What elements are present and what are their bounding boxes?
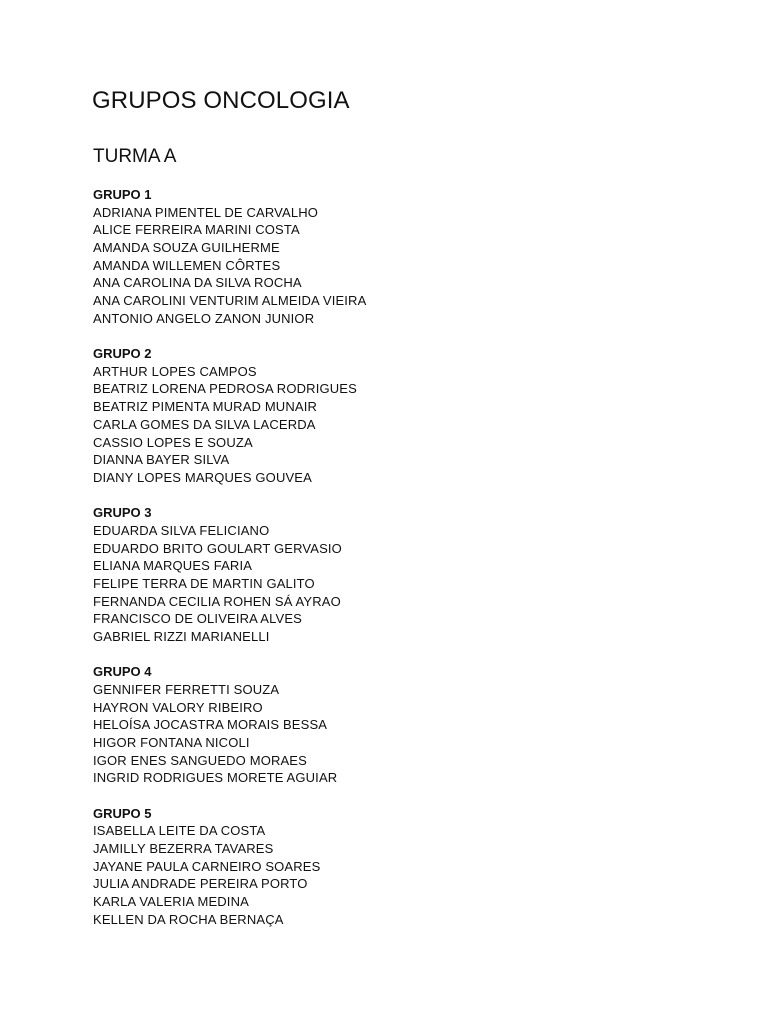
member-name: EDUARDO BRITO GOULART GERVASIO (93, 540, 342, 556)
member-name: ELIANA MARQUES FARIA (93, 558, 253, 574)
group-section (93, 805, 693, 929)
member-name: ANA CAROLINA DA SILVA ROCHA (93, 275, 302, 291)
member-name: KELLEN DA ROCHA BERNAÇA (93, 911, 284, 927)
member-name: CASSIO LOPES E SOUZA (93, 434, 253, 450)
group-list (93, 186, 693, 946)
member-name: DIANY LOPES MARQUES GOUVEA (93, 469, 312, 485)
member-name: ARTHUR LOPES CAMPOS (93, 363, 257, 379)
group-section (93, 663, 693, 787)
member-name: AMANDA WILLEMEN CÔRTES (93, 257, 281, 273)
member-name: FERNANDA CECILIA ROHEN SÁ AYRAO (93, 593, 341, 609)
member-name: ANTONIO ANGELO ZANON JUNIOR (93, 310, 315, 326)
member-name: GABRIEL RIZZI MARIANELLI (93, 629, 270, 644)
member-name: JAMILLY BEZERRA TAVARES (93, 841, 274, 857)
member-name: FRANCISCO DE OLIVEIRA ALVES (93, 611, 302, 627)
member-name: EDUARDA SILVA FELICIANO (93, 522, 270, 538)
document-title: GRUPOS ONCOLOGIA (92, 87, 350, 114)
member-name: GENNIFER FERRETTI SOUZA (93, 681, 280, 697)
group-title: GRUPO 5 (93, 805, 152, 821)
member-name: BEATRIZ LORENA PEDROSA RODRIGUES (93, 381, 357, 397)
member-name: ADRIANA PIMENTEL DE CARVALHO (93, 204, 319, 220)
class-title: TURMA A (93, 146, 177, 167)
group-title: GRUPO 3 (93, 505, 152, 521)
group-section (93, 186, 693, 328)
member-name: HELOÍSA JOCASTRA MORAIS BESSA (93, 717, 328, 733)
member-name: HIGOR FONTANA NICOLI (93, 735, 250, 751)
member-name: IGOR ENES SANGUEDO MORAES (93, 752, 307, 768)
group-title: GRUPO 4 (93, 664, 152, 680)
group-section (93, 504, 693, 646)
member-name: ANA CAROLINI VENTURIM ALMEIDA VIEIRA (93, 293, 367, 309)
member-name: INGRID RODRIGUES MORETE AGUIAR (93, 770, 338, 786)
member-name: ISABELLA LEITE DA COSTA (93, 823, 266, 839)
member-name: ALICE FERREIRA MARINI COSTA (93, 222, 300, 238)
member-name: FELIPE TERRA DE MARTIN GALITO (93, 575, 315, 591)
member-name: BEATRIZ PIMENTA MURAD MUNAIR (93, 399, 318, 415)
member-name: JAYANE PAULA CARNEIRO SOARES (93, 858, 321, 874)
member-name: AMANDA SOUZA GUILHERME (93, 240, 280, 256)
member-name: KARLA VALERIA MEDINA (93, 894, 249, 910)
member-name: CARLA GOMES DA SILVA LACERDA (93, 416, 316, 432)
member-name: JULIA ANDRADE PEREIRA PORTO (93, 876, 308, 892)
member-name: HAYRON VALORY RIBEIRO (93, 699, 263, 715)
group-section (93, 345, 693, 487)
member-name: DIANNA BAYER SILVA (93, 452, 230, 468)
group-title: GRUPO 1 (93, 187, 152, 202)
group-title: GRUPO 2 (93, 346, 152, 362)
